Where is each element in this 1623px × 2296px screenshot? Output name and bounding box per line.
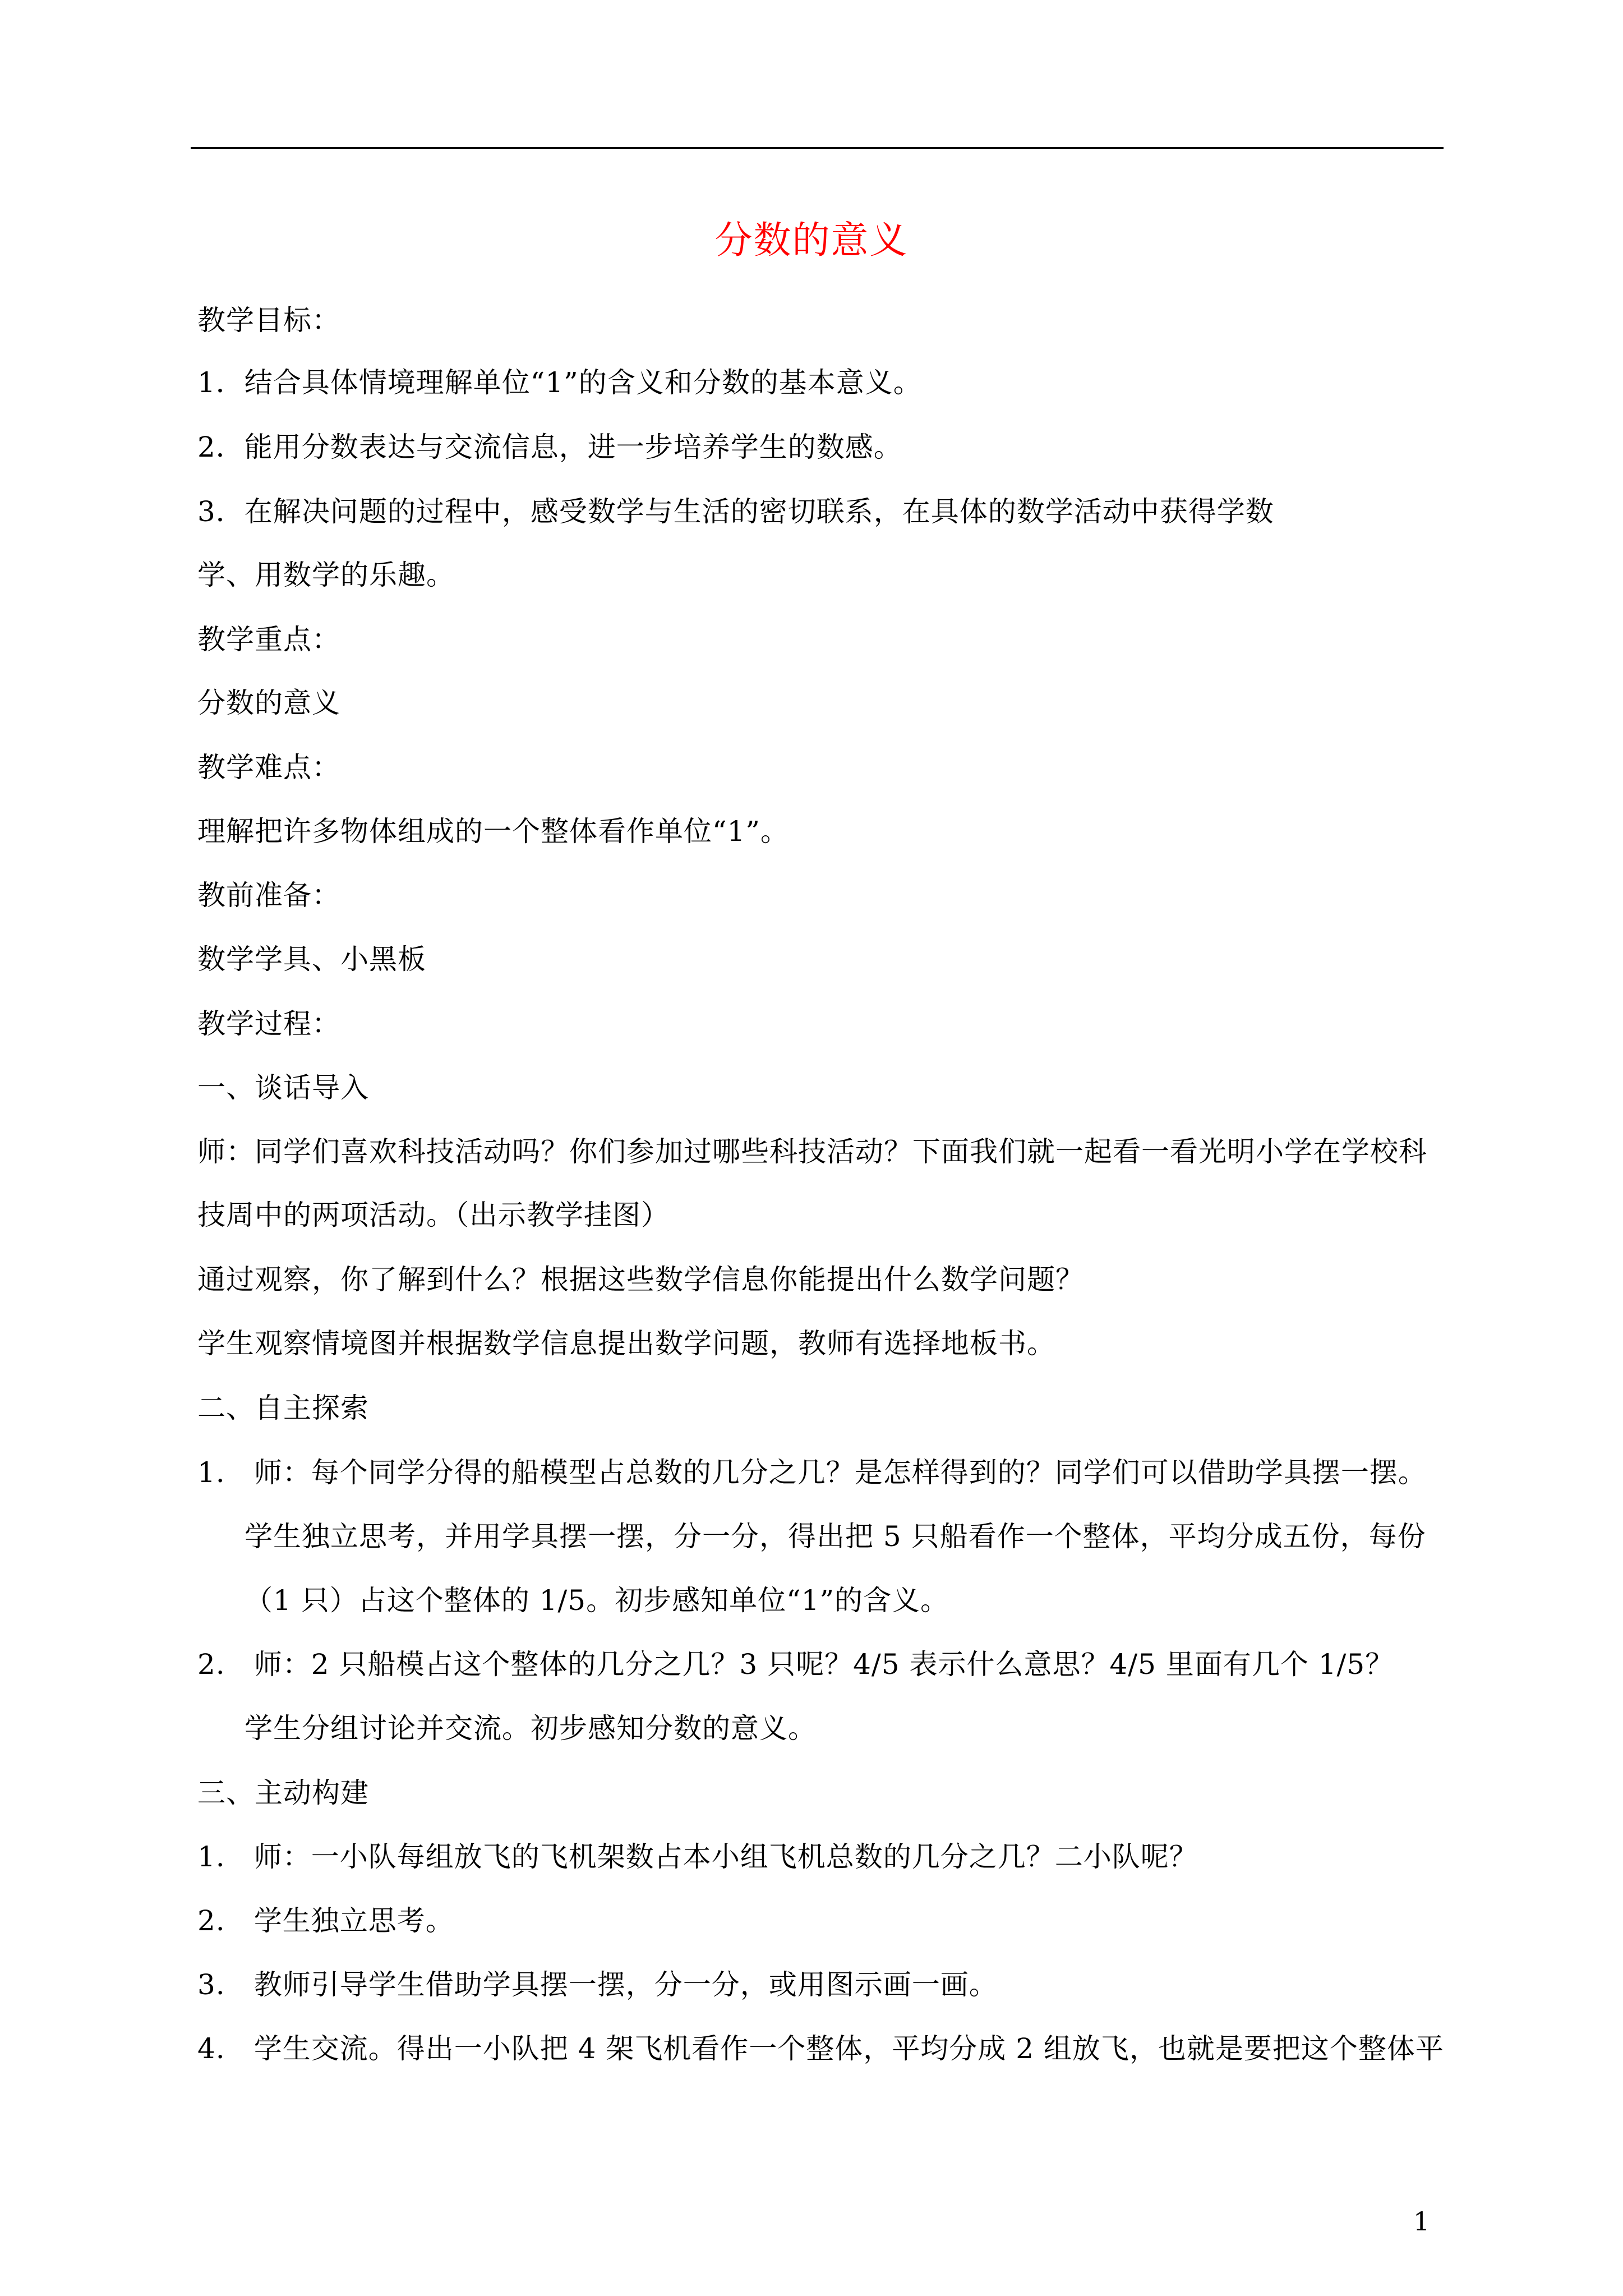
body-line: 1. 师：一小队每组放飞的飞机架数占本小组飞机总数的几分之几？二小队呢？ bbox=[197, 1841, 1198, 1873]
body-line: 一、谈话导入 bbox=[197, 1071, 369, 1104]
body-line: 二、自主探索 bbox=[197, 1392, 369, 1424]
body-line: 教前准备： bbox=[197, 879, 340, 912]
body-line: 2. 师：2 只船模占这个整体的几分之几？3 只呢？4/5 表示什么意思？4/5 里面有几个 1/5？ bbox=[197, 1648, 1394, 1681]
page-number: 1 bbox=[1413, 2206, 1430, 2237]
header-rule bbox=[191, 147, 1444, 149]
body-line: 3. 教师引导学生借助学具摆一摆，分一分，或用图示画一画。 bbox=[197, 1968, 998, 2001]
body-line: 教学过程： bbox=[197, 1007, 340, 1040]
body-line: 2. 学生独立思考。 bbox=[197, 1904, 454, 1937]
body-line: 学生观察情境图并根据数学信息提出数学问题，教师有选择地板书。 bbox=[197, 1327, 1055, 1360]
body-line: 教学难点： bbox=[197, 751, 340, 784]
body-line: （1 只）占这个整体的 1/5。初步感知单位“1”的含义。 bbox=[245, 1584, 949, 1617]
body-line: 1．结合具体情境理解单位“1”的含义和分数的基本意义。 bbox=[197, 366, 922, 399]
body-line: 理解把许多物体组成的一个整体看作单位“1”。 bbox=[197, 815, 789, 848]
body-line: 分数的意义 bbox=[197, 687, 340, 719]
document-title: 分数的意义 bbox=[714, 218, 909, 262]
body-line: 3．在解决问题的过程中，感受数学与生活的密切联系，在具体的数学活动中获得学数 bbox=[197, 495, 1274, 528]
body-line: 4. 学生交流。得出一小队把 4 架飞机看作一个整体，平均分成 2 组放飞，也就是要把这个整体平 bbox=[197, 2032, 1444, 2065]
body-line: 教学目标： bbox=[197, 304, 340, 337]
body-line: 学生分组讨论并交流。初步感知分数的意义。 bbox=[245, 1712, 817, 1745]
body-line: 通过观察，你了解到什么？根据这些数学信息你能提出什么数学问题？ bbox=[197, 1263, 1084, 1296]
body-line: 教学重点： bbox=[197, 623, 340, 656]
body-line: 学、用数学的乐趣。 bbox=[197, 559, 455, 591]
body-line: 技周中的两项活动。（出示教学挂图） bbox=[197, 1199, 670, 1231]
body-line: 三、主动构建 bbox=[197, 1777, 369, 1809]
body-line: 2．能用分数表达与交流信息，进一步培养学生的数感。 bbox=[197, 431, 902, 463]
body-line: 1. 师：每个同学分得的船模型占总数的几分之几？是怎样得到的？同学们可以借助学具摆一摆。 bbox=[197, 1456, 1427, 1489]
body-line: 数学学具、小黑板 bbox=[197, 943, 426, 976]
body-line: 学生独立思考，并用学具摆一摆，分一分，得出把 5 只船看作一个整体，平均分成五份，每份 bbox=[245, 1520, 1426, 1553]
body-line: 师：同学们喜欢科技活动吗？你们参加过哪些科技活动？下面我们就一起看一看光明小学在学校科 bbox=[197, 1135, 1427, 1168]
